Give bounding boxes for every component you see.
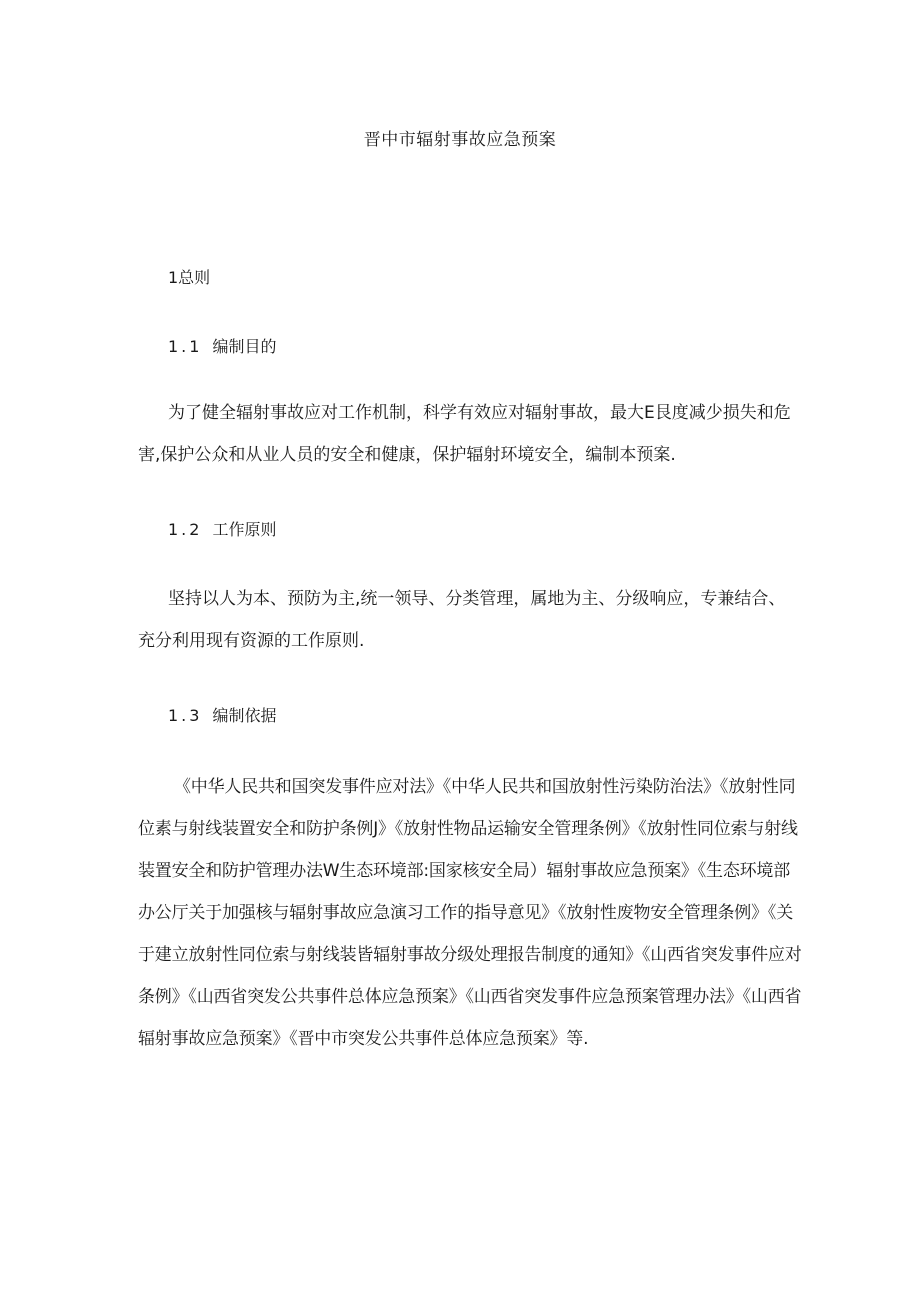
section-number: 1.3 — [168, 706, 203, 725]
paragraph-principles: 坚持以人为本、预防为主,统一领导、分类管理，属地为主、分级响应，专兼结合、充分利用现有资源的工作原则. — [138, 589, 786, 651]
section-number: 1.1 — [168, 337, 203, 356]
document-title: 晋中市辐射事故应急预案 — [363, 130, 557, 150]
section-heading-general: 1总则 — [168, 268, 211, 287]
paragraph-basis: 《中华人民共和国突发事件应对法》《中华人民共和国放射性污染防治法》《放射性同位素与射线装置安全和防护条例J》《放射性物品运输安全管理条例》《放射性同位索与射线装置安全和防护管理办法W生态环境部:国家核安全局）辐射事故应急预案》《生态环境部办公厅关于加强核与辐射事故应急演习工作的指导意见》《放射性废物安全管理条例》《关于建立放射性同位索与射线装皆辐射事故分级处理报告制度的通知》《山西省突发事件应对条例》《山西省突发公共事件总体应急预案》《山西省突发事件应急预案管理办法》《山西省辐射事故应急预案》《晋中市突发公共事件总体应急预案》等. — [138, 777, 802, 1049]
section-heading-1-2 — [168, 518, 276, 542]
section-label: 编制目的 — [212, 337, 277, 356]
section-label: 工作原则 — [212, 520, 277, 539]
paragraph-purpose: 为了健全辐射事故应对工作机制，科学有效应对辐射事故，最大E艮度减少损失和危害,保护公众和从业人员的安全和健康，保护辐射环境安全，编制本预案. — [138, 403, 791, 465]
section-label: 编制依据 — [212, 706, 277, 725]
section-heading-1-3 — [168, 704, 276, 728]
section-heading-1-1 — [168, 335, 276, 359]
section-number: 1.2 — [168, 520, 203, 539]
